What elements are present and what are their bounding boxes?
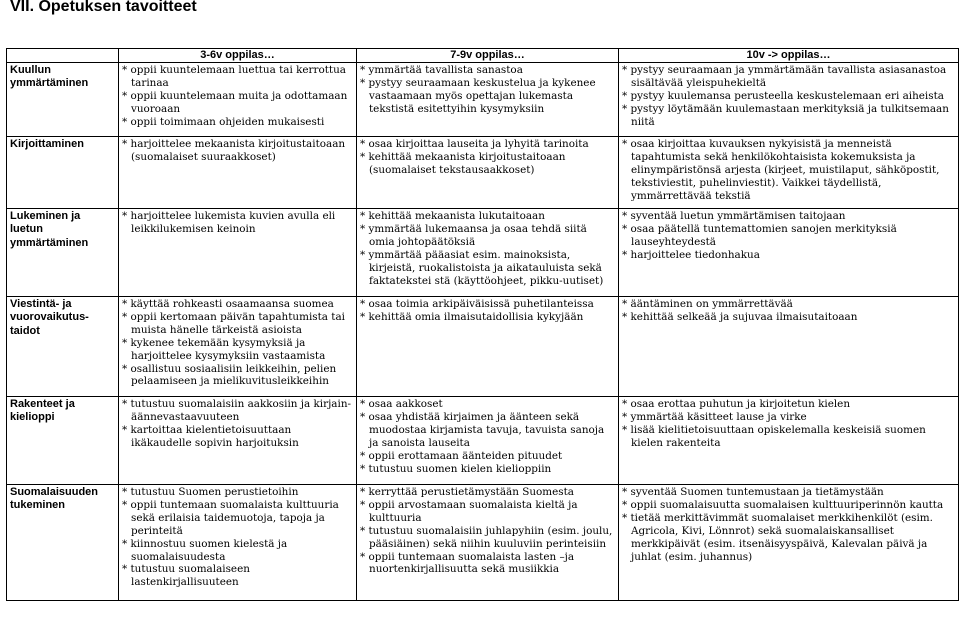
table-body [7, 63, 959, 601]
list-item: * syventää luetun ymmärtämisen taitojaan [622, 210, 846, 222]
list-item: * oppii kertomaan päivän tapahtumista tai muista hänelle tärkeistä asioista [122, 310, 345, 336]
table-row [7, 63, 959, 137]
list-item: * harjoittelee mekaanista kirjoitustaitoaan (suomalaiset suuraakkoset) [122, 138, 346, 163]
list-item: * tietää merkittävimmät suomalaiset merkkihenkilöt (esim. Agricola, Kivi, Lönnrot) sekä suomalaiskansalliset merkkipäivät (esim. itsenäisyyspäivä, Kalevalan päivä ja juhlat (esim. juhannus) [622, 511, 933, 563]
list-item: * osaa erottaa puhutun ja kirjoitetun kielen [622, 398, 851, 410]
table-cell [119, 297, 357, 397]
table-cell [619, 63, 959, 137]
list-item: * oppii tuntemaan suomalaista kulttuuria sekä erilaisia taidemuotoja, tapoja ja perinteitä [122, 498, 339, 537]
list-item: * kehittää omia ilmaisutaidollisia kykyjään [360, 310, 584, 323]
list-item: * ymmärtää lukemaansa ja osaa tehdä siitä omia johtopäätöksiä [360, 222, 587, 248]
list-item: * syventää Suomen tuntemustaan ja tietämystään [622, 486, 884, 498]
list-item: * harjoittelee tiedonhakua [622, 248, 760, 261]
list-item: * kartoittaa kielentietoisuuttaan ikäkaudelle sopivin harjoituksin [122, 423, 299, 449]
list-item: * osaa kirjoittaa kuvauksen nykyisistä ja menneistä tapahtumista sekä henkilökohtaisista kokemuksista ja elinympäristönsä arjesta (kirjeet, muistilaput, sähköpostit, tekstiviestit, puhelinviestit). Vaikkei täydellistä, ymmärrettävää tekstiä [622, 138, 940, 202]
list-item: * ymmärtää käsitteet lause ja virke [622, 410, 807, 423]
list-item: * pystyy seuraamaan ja ymmärtämään tavallista asiasanastoa sisältävää yleispuhekieltä [622, 64, 947, 89]
row-heading: Kuullun ymmärtäminen [7, 63, 119, 137]
column-header: 3-6v oppilas… [119, 49, 357, 63]
table-cell [619, 397, 959, 485]
list-item: * ymmärtää pääasiat esim. mainoksista, kirjeistä, ruokalistoista ja aikatauluista sekä faktatekstei stä (käyttöohjeet, pikku-uutiset) [360, 248, 604, 287]
table-cell [357, 209, 619, 297]
table-cell [619, 485, 959, 601]
list-item: * osaa kirjoittaa lauseita ja lyhyitä tarinoita [360, 138, 589, 150]
row-heading: Viestintä- ja vuorovaikutus-taidot [7, 297, 119, 397]
table-cell [619, 209, 959, 297]
list-item: * oppii arvostamaan suomalaista kieltä ja kulttuuria [360, 498, 578, 524]
list-item: * tutustuu suomen kielen kielioppiin [360, 462, 552, 475]
table-header-row [7, 49, 959, 63]
goals-table [6, 48, 959, 601]
list-item: * kehittää mekaanista lukutaitoaan [360, 210, 545, 222]
table-row [7, 209, 959, 297]
list-item: * pystyy kuulemansa perusteella keskustelemaan eri aiheista [622, 89, 944, 102]
list-item: * oppii tuntemaan suomalaista lasten –ja nuortenkirjallisuutta sekä musiikkia [360, 550, 575, 576]
list-item: * oppii kuuntelemaan luettua tai kerrottua tarinaa [122, 64, 346, 89]
list-item: * ymmärtää tavallista sanastoa [360, 64, 523, 76]
row-heading: Suomalaisuuden tukeminen [7, 485, 119, 601]
list-item: * lisää kielitietoisuuttaan opiskelemalla keskeisiä suomen kielen rakenteita [622, 423, 926, 449]
table-cell [357, 137, 619, 209]
list-item: * tutustuu suomalaisiin aakkosiin ja kirjain- äännevastaavuuteen [122, 398, 352, 423]
list-item: * osaa päätellä tuntemattomien sanojen merkityksiä lauseyhteydestä [622, 222, 897, 248]
list-item: * ääntäminen on ymmärrettävää [622, 298, 793, 310]
list-item: * kehittää mekaanista kirjoitustaitoaan (suomalaiset tekstausaakkoset) [360, 150, 566, 176]
table-cell [119, 209, 357, 297]
table-cell [119, 63, 357, 137]
column-header [7, 49, 119, 63]
table-row [7, 137, 959, 209]
column-header: 10v -> oppilas… [619, 49, 959, 63]
list-item: * kiinnostuu suomen kielestä ja suomalaisuudesta [122, 537, 288, 563]
list-item: * pystyy löytämään kuulemastaan merkityksiä ja tulkitsemaan niitä [622, 102, 949, 128]
page-title: VII. Opetuksen tavoitteet [10, 0, 197, 15]
list-item: * oppii toimimaan ohjeiden mukaisesti [122, 115, 325, 128]
table-row [7, 397, 959, 485]
list-item: * käyttää rohkeasti osaamaansa suomea [122, 298, 334, 310]
list-item: * osaa yhdistää kirjaimen ja äänteen sekä muodostaa kirjamista tavuja, tavuista sanoja ja sanoista lauseita [360, 410, 605, 449]
list-item: * oppii kuuntelemaan muita ja odottamaan vuoroaan [122, 89, 348, 115]
list-item: * tutustuu suomalaiseen lastenkirjallisuuteen [122, 563, 250, 589]
column-header: 7-9v oppilas… [357, 49, 619, 63]
table-cell [119, 137, 357, 209]
list-item: * tutustuu suomalaisiin juhlapyhiin (esim. joulu, pääsiäinen) sekä niihin kuuluviin perinteisiin [360, 524, 613, 550]
list-item: * oppii suomalaisuutta suomalaisen kulttuuriperinnön kautta [622, 498, 944, 511]
table-cell [357, 297, 619, 397]
list-item: * osaa aakkoset [360, 398, 443, 410]
list-item: * harjoittelee lukemista kuvien avulla eli leikkilukemisen keinoin [122, 210, 336, 235]
table-cell [357, 397, 619, 485]
list-item: * osallistuu sosiaalisiin leikkeihin, pelien pelaamiseen ja mielikuvitusleikkeihin [122, 362, 337, 388]
table-row [7, 485, 959, 601]
table-row [7, 297, 959, 397]
table-cell [119, 397, 357, 485]
row-heading: Rakenteet ja kielioppi [7, 397, 119, 485]
list-item: * kykenee tekemään kysymyksiä ja harjoittelee kysymyksiin vastaamista [122, 336, 326, 362]
table-cell [357, 63, 619, 137]
list-item: * oppii erottamaan äänteiden pituudet [360, 449, 563, 462]
list-item: * kerryttää perustietämystään Suomesta [360, 486, 574, 498]
list-item: * osaa toimia arkipäiväisissä puhetilanteissa [360, 298, 594, 310]
list-item: * pystyy seuraamaan keskustelua ja kykenee vastaamaan myös opettajan lukemasta tekstistä esitettyihin kysymyksiin [360, 76, 596, 115]
list-item: * kehittää selkeää ja sujuvaa ilmaisutaitoaan [622, 310, 858, 323]
table-cell [119, 485, 357, 601]
table-cell [619, 137, 959, 209]
table-cell [619, 297, 959, 397]
row-heading: Lukeminen ja luetun ymmärtäminen [7, 209, 119, 297]
list-item: * tutustuu Suomen perustietoihin [122, 486, 299, 498]
table-cell [357, 485, 619, 601]
row-heading: Kirjoittaminen [7, 137, 119, 209]
